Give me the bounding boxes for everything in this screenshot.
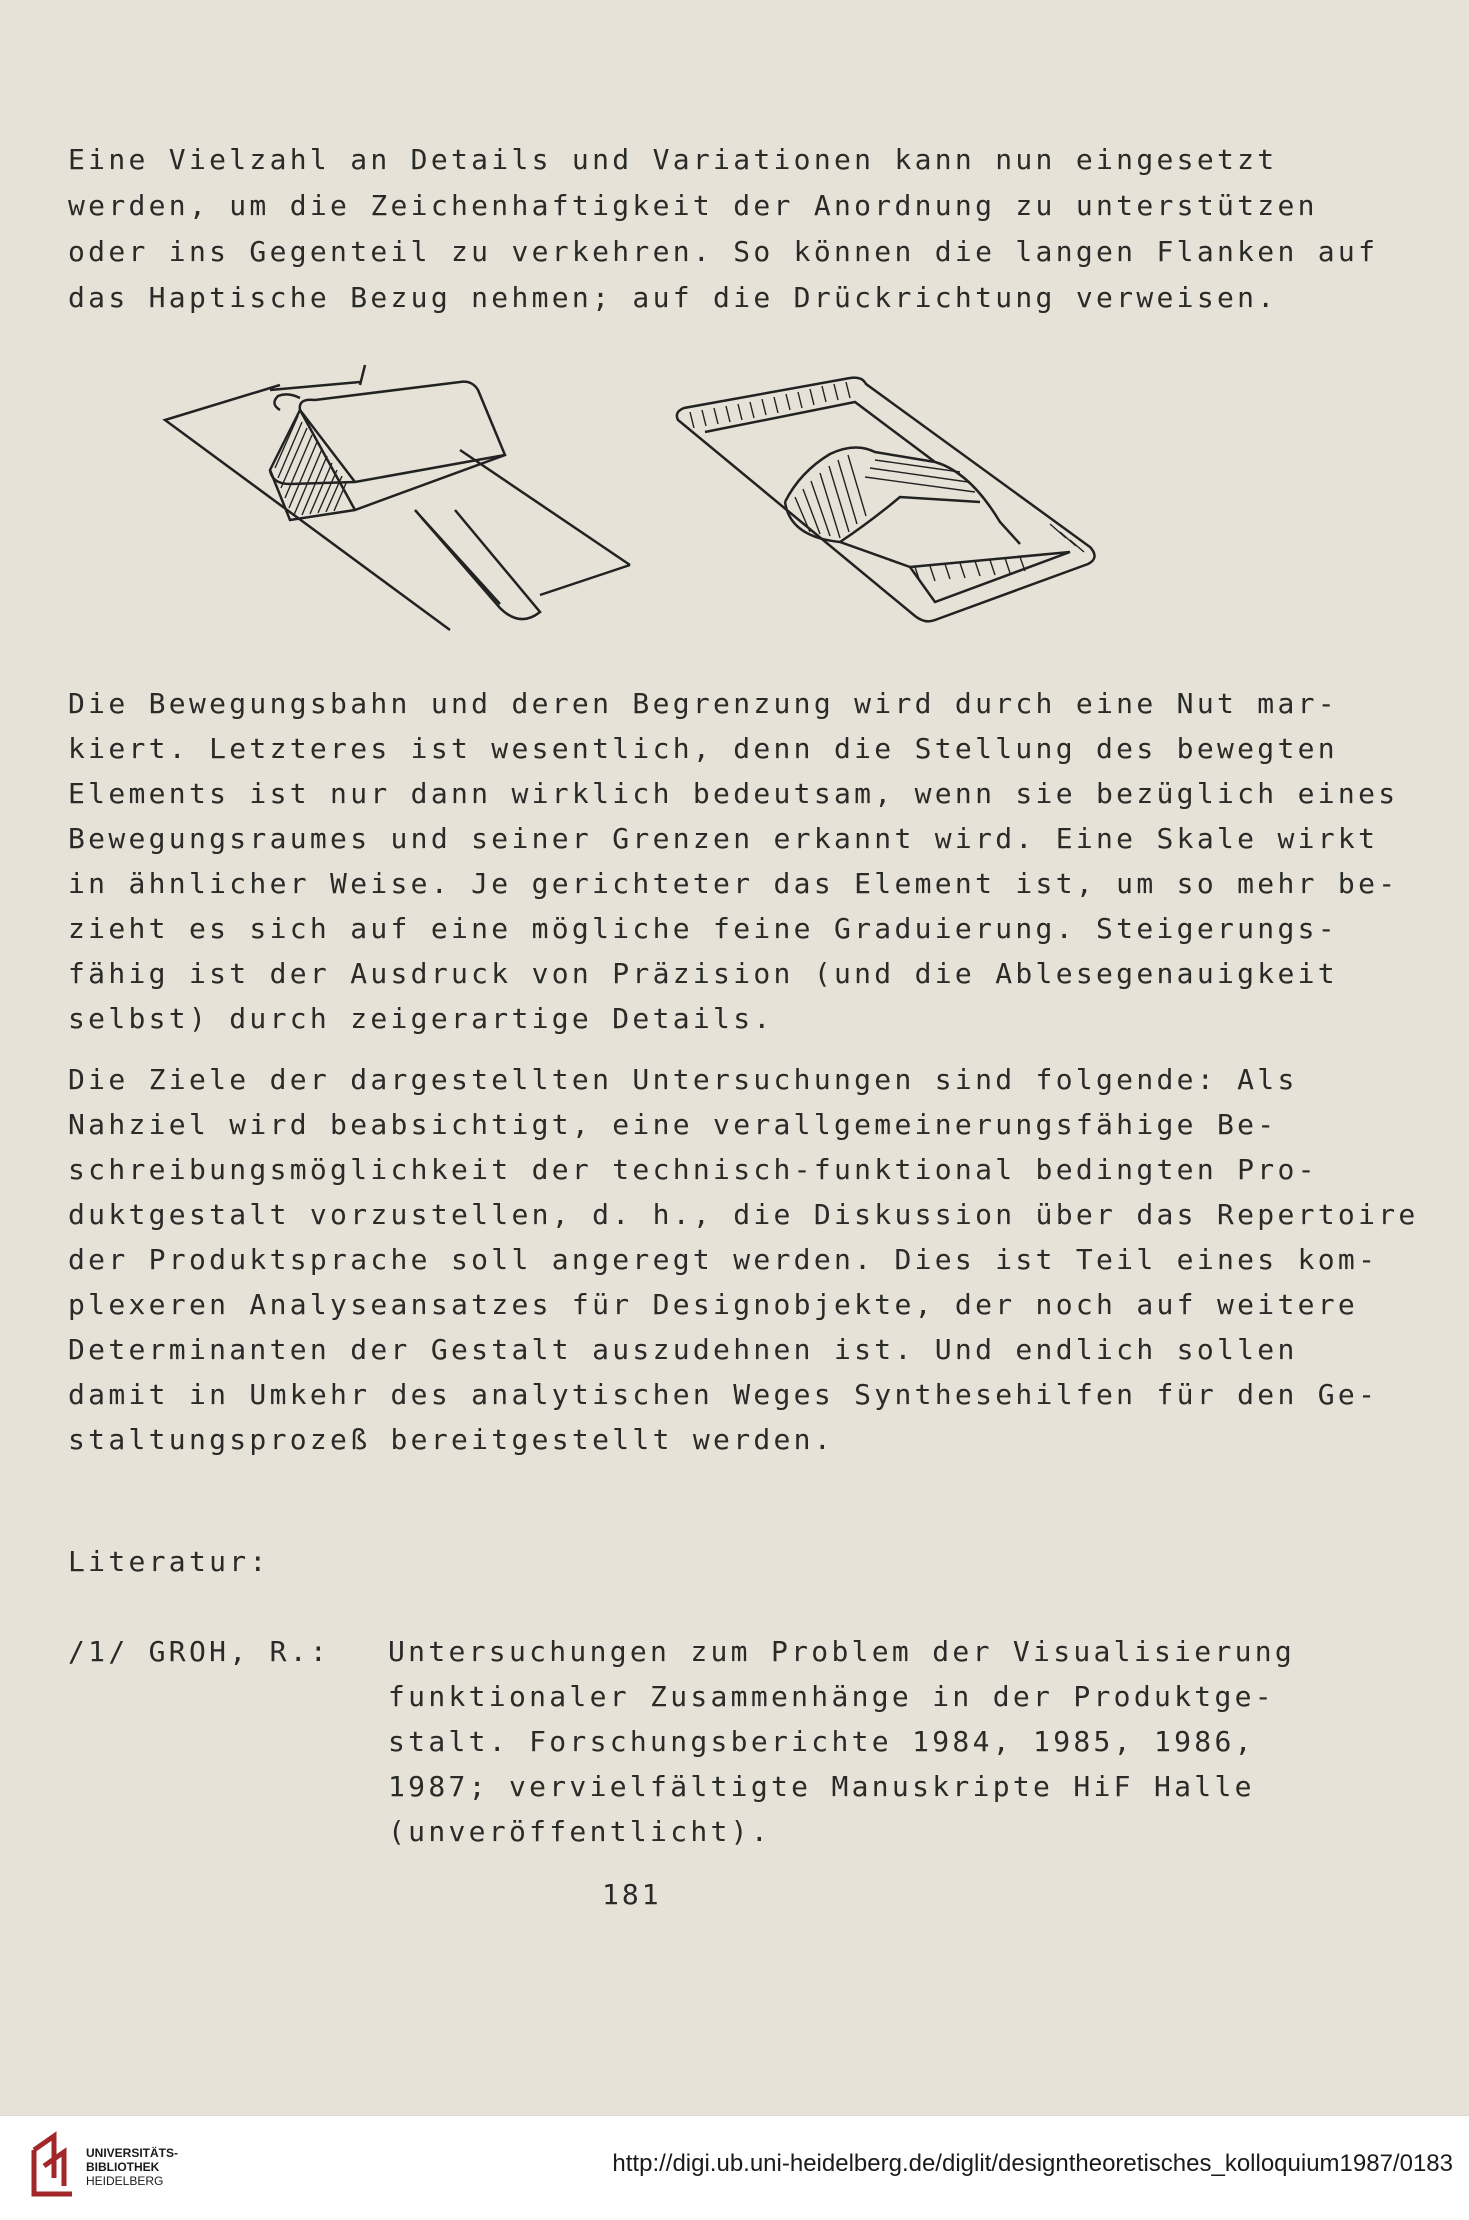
framed-roller-illustration <box>670 372 1120 642</box>
library-name-line: UNIVERSITÄTS- <box>86 2146 179 2160</box>
page-number: 181 <box>602 1878 662 1911</box>
text-line: in ähnlicher Weise. Je gerichteter das Element ist, um so mehr be- <box>68 867 1399 900</box>
slider-with-groove-illustration <box>160 360 650 650</box>
text-line: plexeren Analyseansatzes für Designobjekte, der noch auf weitere <box>68 1288 1359 1321</box>
reference-author: /1/ GROH, R.: <box>68 1635 331 1668</box>
library-name <box>86 2146 178 2188</box>
text-line: zieht es sich auf eine mögliche feine Graduierung. Steigerungs- <box>68 912 1338 945</box>
text-line: Determinanten der Gestalt auszudehnen ist. Und endlich sollen <box>68 1333 1298 1366</box>
reference-line: (unveröffentlicht). <box>388 1815 771 1848</box>
footer-bar <box>0 2115 1469 2220</box>
text-line: fähig ist der Ausdruck von Präzision (und die Ablesegenauigkeit <box>68 957 1338 990</box>
reference-line: funktionaler Zusammenhänge in der Produktge- <box>388 1680 1275 1713</box>
literature-heading: Literatur: <box>68 1545 270 1578</box>
text-line: schreibungsmöglichkeit der technisch-funktional bedingten Pro- <box>68 1153 1318 1186</box>
text-line: Eine Vielzahl an Details und Variationen kann nun eingesetzt <box>68 143 1278 176</box>
text-line: Bewegungsraumes und seiner Grenzen erkannt wird. Eine Skale wirkt <box>68 822 1379 855</box>
library-name-line: HEIDELBERG <box>86 2174 164 2188</box>
text-line: damit in Umkehr des analytischen Weges Synthesehilfen für den Ge- <box>68 1378 1379 1411</box>
text-line: werden, um die Zeichenhaftigkeit der Anordnung zu unterstützen <box>68 189 1318 222</box>
text-line: Die Bewegungsbahn und deren Begrenzung wird durch eine Nut mar- <box>68 687 1338 720</box>
library-name-line: BIBLIOTHEK <box>86 2160 160 2174</box>
text-line: staltungsprozeß bereitgestellt werden. <box>68 1423 834 1456</box>
source-url-link[interactable]: http://digi.ub.uni-heidelberg.de/diglit/designtheoretisches_kolloquium1987/0183 <box>612 2150 1453 2177</box>
text-line: duktgestalt vorzustellen, d. h., die Diskussion über das Repertoire <box>68 1198 1419 1231</box>
text-line: oder ins Gegenteil zu verkehren. So können die langen Flanken auf <box>68 235 1379 268</box>
text-line: Nahziel wird beabsichtigt, eine verallgemeinerungsfähige Be- <box>68 1108 1278 1141</box>
text-line: Die Ziele der dargestellten Untersuchungen sind folgende: Als <box>68 1063 1298 1096</box>
text-line: das Haptische Bezug nehmen; auf die Drückrichtung verweisen. <box>68 281 1278 314</box>
text-line: der Produktsprache soll angeregt werden. Dies ist Teil eines kom- <box>68 1243 1379 1276</box>
reference-line: stalt. Forschungsberichte 1984, 1985, 1986, <box>388 1725 1255 1758</box>
text-line: Elements ist nur dann wirklich bedeutsam, wenn sie bezüglich eines <box>68 777 1399 810</box>
text-line: kiert. Letzteres ist wesentlich, denn die Stellung des bewegten <box>68 732 1338 765</box>
reference-line: 1987; vervielfältigte Manuskripte HiF Halle <box>388 1770 1255 1803</box>
library-logo-icon <box>28 2130 78 2200</box>
reference-line: Untersuchungen zum Problem der Visualisierung <box>388 1635 1296 1668</box>
text-line: selbst) durch zeigerartige Details. <box>68 1002 774 1035</box>
